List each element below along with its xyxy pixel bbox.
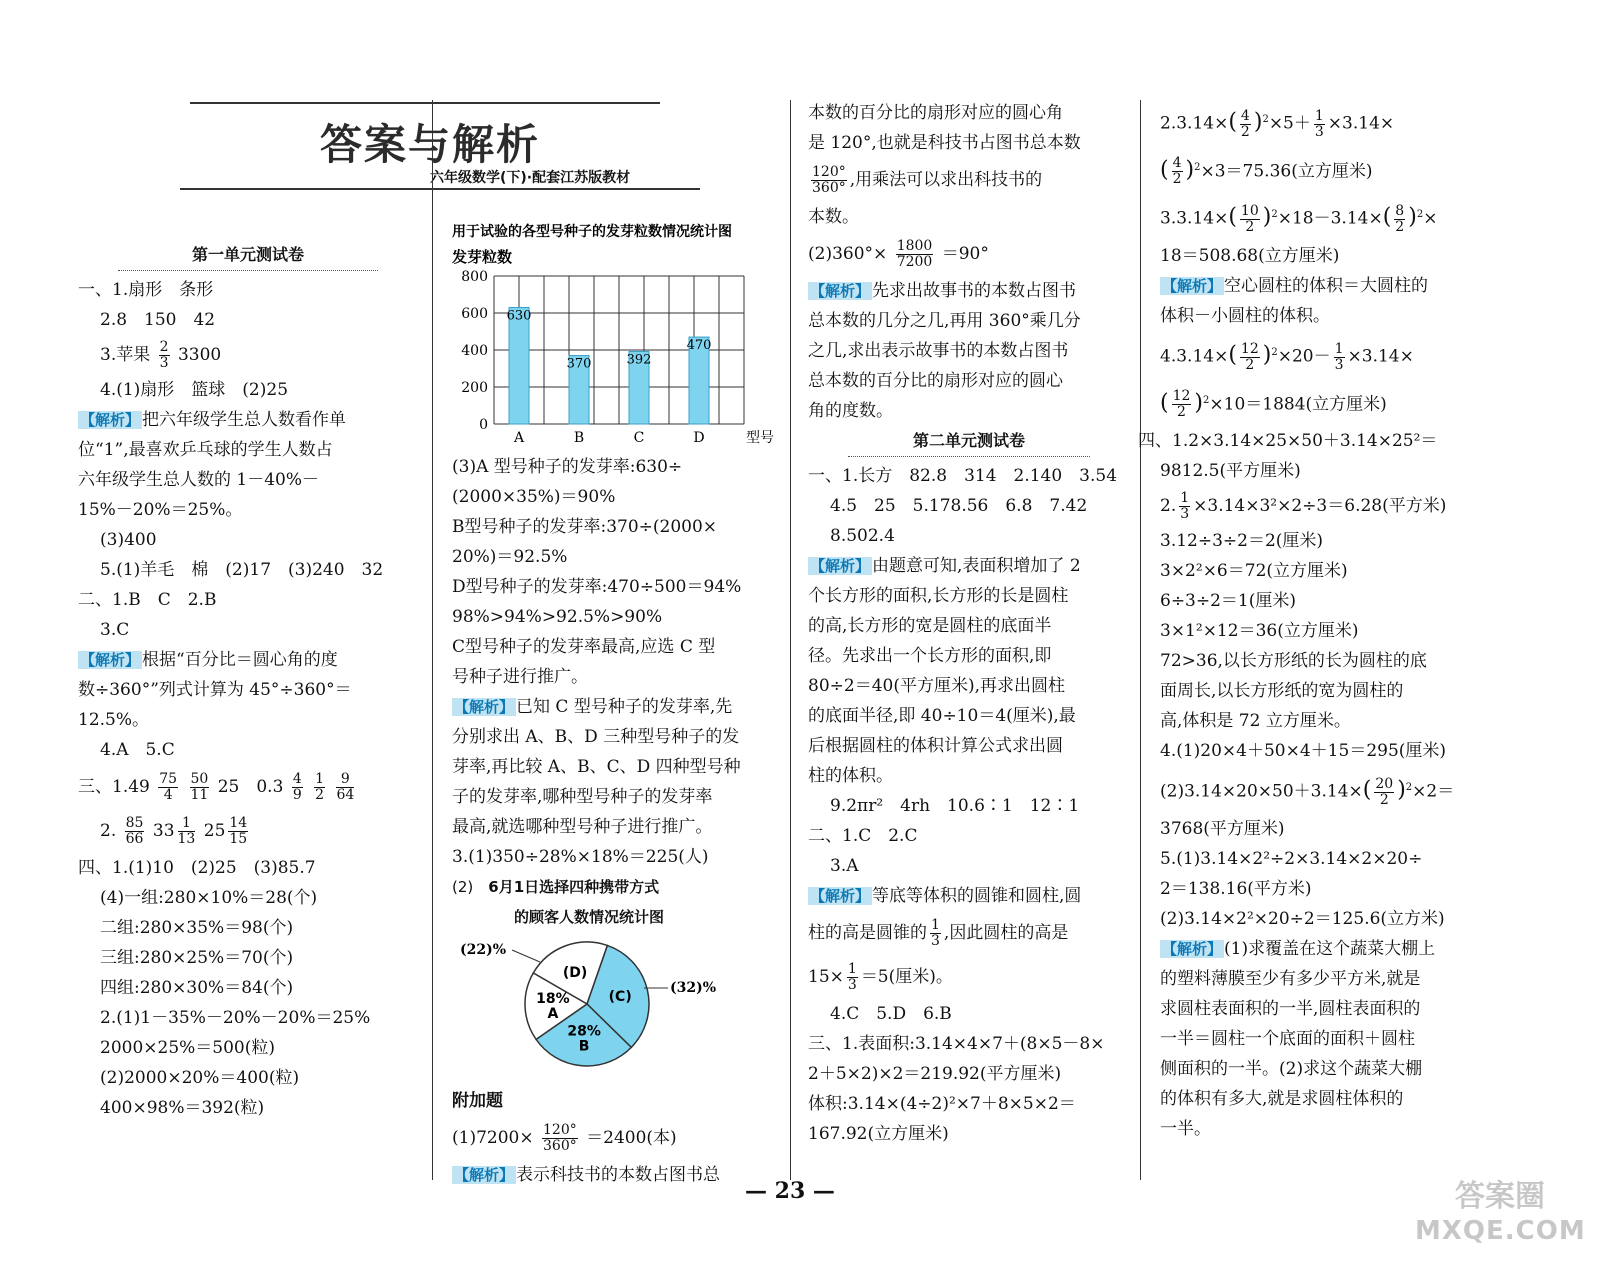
fraction: $\frac{4}{2}$ [1172,155,1182,188]
answer-line: 2＋5×2)×2＝219.92(平方厘米) [808,1064,1062,1084]
answer-line: 号种子进行推广。 [452,667,588,687]
page-title: 答案与解析 [320,120,541,169]
data-label: 630 [506,308,532,324]
explanation-line: 子的发芽率,哪种型号种子的发芽率 [452,787,713,807]
explanation-line: 位“1”,最喜欢乒乓球的学生人数占 [78,440,333,460]
pie-title-line: (2) 6月1日选择四种携带方式 [452,878,660,896]
answer-line: 2＝138.16(平方米) [1160,878,1312,899]
answer-line: 18＝508.68(立方厘米) [1160,245,1340,266]
answer-line [78,335,418,375]
explanation-line: 柱的高是圆锥的 $\frac{1}{3}$ ,因此圆柱的高是 [808,917,1069,949]
answer-line: D型号种子的发芽率:470÷500＝94% [452,577,742,597]
fraction: $\frac{12}{2}$ [1240,340,1259,373]
y-tick-label: 600 [461,306,488,322]
pie-label: B [578,1038,590,1055]
explanation-line: 个长方形的面积,长方形的长是圆柱 [808,586,1069,606]
analysis-tag: 【解析】 [1162,939,1223,958]
data-label: 470 [686,338,712,354]
x-tick-label: B [573,430,585,446]
data-label: 370 [566,356,592,372]
section-heading: 第一单元测试卷 [118,240,378,271]
answer-line: 二、1.C 2.C [808,826,918,846]
explanation-line: 芽率,再比较 A、B、C、D 四种型号种 [452,757,741,777]
explanation-line: 最高,就选哪种型号种子进行推广。 [452,817,713,837]
pie-label: 18% [536,990,570,1007]
fraction: $\frac{85}{66}$ [125,815,144,847]
answer-line: B型号种子的发芽率:370÷(2000× [452,517,718,537]
answer-line: 9812.5(平方厘米) [1160,461,1301,482]
analysis-tag: 【解析】 [1162,276,1223,295]
answer-line: 4.3.14×( $\frac{12}{2}$ )$^2$×20－ $\frac{1}{3}$ ×3.14× [1160,340,1414,373]
section-heading: 附加题 [452,1091,503,1111]
column-2 [452,222,777,1190]
answer-line: 15× $\frac{1}{3}$ ＝5(厘米)。 [808,961,953,993]
answer-line: 3.3.14×( $\frac{10}{2}$ )$^2$×18－3.14×( $\frac{8}{2}$ )$^2$× [1160,202,1438,235]
fraction: $\frac{120^\circ}{360^\circ}$ [543,1122,577,1154]
chart-title: 用于试验的各型号种子的发芽粒数情况统计图 [452,224,732,240]
explanation-line: 是 120°,也就是科技书占图书总本数 [808,133,1081,153]
watermark-logo: 答案圈 MXQE.COM [1415,1179,1586,1246]
section-heading: 第二单元测试卷 [848,426,1090,457]
fraction: $\frac{1}{2}$ [315,771,325,803]
answer-line: 3.(1)350÷28%×18%＝225(人) [452,847,709,867]
answer-line: 面周长,以长方形纸的宽为圆柱的 [1160,681,1404,702]
fraction: $\frac{8}{2}$ [1395,202,1405,235]
explanation-line: 12.5%。 [78,710,150,730]
answer-line: (2)3.14×20×50＋3.14×( $\frac{20}{2}$ )$^2$×2＝ [1160,775,1455,808]
explanation-line: 的底面半径,即 40÷10＝4(厘米),最 [808,706,1076,726]
answer-line: 4.A 5.C [100,740,175,760]
answer-line: 4.C 5.D 6.B [830,1004,952,1024]
explanation-line: 体积－小圆柱的体积。 [1160,305,1330,326]
analysis-tag: 【解析】 [80,411,141,429]
answer-line: (2000×35%)＝90% [452,487,616,507]
fraction: $\frac{20}{2}$ [1375,775,1394,808]
explanation-line: 【解析】 已知 C 型号种子的发芽率,先 [454,697,733,717]
analysis-tag: 【解析】 [454,698,515,716]
answer-line: 二、1.B C 2.B [78,590,217,610]
answer-line: 5.(1)羊毛 棉 (2)17 (3)240 32 [100,560,384,580]
answer-line: 四、1.(1)10 (2)25 (3)85.7 [78,858,316,878]
answer-line: 3.A [830,856,859,876]
answer-line: 一、1.长方 82.8 314 2.140 3.54 [808,466,1118,486]
answer-line: 8.502.4 [830,526,895,546]
answer-line: 167.92(立方厘米) [808,1124,949,1144]
fraction: $\frac{75}{4}$ [159,771,178,803]
answer-line: 四组:280×30%＝84(个) [100,978,294,998]
fraction: $\frac{1}{3}$ [847,961,857,993]
pie-outside-label: (32)% [670,980,717,996]
leader-line [512,950,540,962]
explanation-line: 数÷360°”列式计算为 45°÷360°＝ [78,680,352,700]
fraction: $\frac{14}{15}$ [229,815,248,847]
answer-line: (1)7200× $\frac{120^\circ}{360^\circ}$ ＝2400(本) [452,1122,677,1154]
fraction: $\frac{12}{2}$ [1172,388,1191,421]
column-1 [78,240,418,1123]
analysis-tag: 【解析】 [454,1166,515,1184]
explanation-line: 【解析】 根据“百分比＝圆心角的度 [80,650,338,670]
explanation-line: 本数。 [808,207,859,227]
explanation-line: 后根据圆柱的体积计算公式求出圆 [808,736,1063,756]
explanation-line: 【解析】 (1)求覆盖在这个蔬菜大棚上 [1162,938,1436,959]
answer-line: 4.(1)扇形 篮球 (2)25 [100,380,289,400]
answer-line: (2)3.14×2²×20÷2＝125.6(立方米) [1160,908,1445,929]
bar [509,307,529,424]
answer-line: 98%>94%>92.5%>90% [452,607,663,627]
answer-line: 2.3.14×( $\frac{4}{2}$ )$^2$×5＋ $\frac{1}{3}$ ×3.14× [1160,107,1395,140]
answer-line: ( $\frac{4}{2}$ )$^2$×3＝75.36(立方厘米) [1160,155,1373,188]
explanation-line: 总本数的几分之几,再用 360°乘几分 [808,311,1081,331]
x-tick-label: C [633,430,645,446]
pie-chart [452,932,777,1082]
fraction: $\frac{50}{11}$ [190,771,209,803]
column-4 [1138,98,1495,1144]
page-number: — 23 — [745,1178,835,1204]
explanation-line: 【解析】 空心圆柱的体积＝大圆柱的 [1162,275,1429,296]
explanation-line: 分别求出 A、B、D 三种型号种子的发 [452,727,740,747]
pie-label: A [547,1005,559,1022]
explanation-line: 侧面积的一半。(2)求这个蔬菜大棚 [1160,1058,1423,1079]
explanation-line: 【解析】 由题意可知,表面积增加了 2 [810,556,1081,576]
column-divider [790,100,791,1180]
fraction: $\frac{10}{2}$ [1240,202,1259,235]
explanation-line: 六年级学生总人数的 1－40%－ [78,470,320,490]
answer-line: 72>36,以长方形纸的长为圆柱的底 [1160,651,1427,672]
answer-text: 3300 [177,345,222,365]
analysis-tag: 【解析】 [810,282,871,300]
answer-line: 高,体积是 72 立方厘米。 [1160,711,1351,732]
fraction: $\frac{1}{3}$ [1314,107,1324,140]
answer-line: 2.(1)1－35%－20%－20%＝25% [100,1008,371,1028]
explanation-line: 【解析】 表示科技书的本数占图书总 [454,1165,721,1185]
answer-line: 400×98%＝392(粒) [100,1098,265,1118]
explanation-line: 的体积有多大,就是求圆柱体积的 [1160,1088,1404,1109]
column-divider [1140,100,1141,1180]
explanation-line: 【解析】 把六年级学生总人数看作单 [80,410,347,430]
pie-title-line: 的顾客人数情况统计图 [514,908,665,926]
answer-line: 20%)＝92.5% [452,547,568,567]
x-tick-label: A [513,430,525,446]
explanation-line: 的塑料薄膜至少有多少平方米,就是 [1160,968,1421,989]
answer-line: 体积:3.14×(4÷2)²×7＋8×5×2＝ [808,1094,1076,1114]
answer-line: 2. $\frac{1}{3}$ ×3.14×3²×2÷3＝6.28(平方米) [1160,490,1447,523]
explanation-line: 柱的体积。 [808,766,893,786]
explanation-line: $\frac{120^\circ}{360^\circ}$ ,用乘法可以求出科技书的 [812,164,1043,196]
explanation-line: 一半。 [1160,1118,1211,1139]
fraction: $\frac{1}{13}$ [177,815,196,847]
fraction: $\frac{4}{9}$ [292,771,302,803]
answer-line: 3×1²×12＝36(立方厘米) [1160,621,1359,642]
answer-line: 3.C [100,620,130,640]
answer-line: (2)360°× $\frac{1800}{7200}$ ＝90° [808,238,989,270]
y-tick-label: 200 [461,380,488,396]
answer-line: 二组:280×35%＝98(个) [100,918,294,938]
answer-text: 3.苹果 [100,345,151,365]
fraction: $\frac{4}{2}$ [1240,107,1250,140]
explanation-line: 一半＝圆柱一个底面的面积＋圆柱 [1160,1028,1415,1049]
answer-line: (3)400 [100,530,157,550]
pie-outside-label: (22)% [460,942,507,958]
x-tick-label: D [693,430,705,446]
answer-line: 一、1.扇形 条形 [78,280,214,300]
explanation-line: 本数的百分比的扇形对应的圆心角 [808,103,1063,123]
answer-line: 2000×25%＝500(粒) [100,1038,276,1058]
analysis-tag: 【解析】 [810,557,871,575]
fraction: $\frac{1800}{7200}$ [896,238,933,270]
data-label: 392 [626,352,652,368]
column-3 [808,98,1130,1149]
answer-line: 4.(1)20×4＋50×4＋15＝295(厘米) [1160,741,1447,762]
analysis-tag: 【解析】 [80,651,141,669]
answer-line: 2. $\frac{85}{66}$ 33 $\frac{1}{13}$ 25 $\frac{14}{15}$ [100,815,248,847]
page-subtitle: 六年级数学(下)·配套江苏版教材 [430,170,631,186]
fraction: $\frac{1}{3}$ [1334,340,1344,373]
answer-line: 5.(1)3.14×2²÷2×3.14×2×20÷ [1160,848,1423,869]
explanation-line: 之几,求出表示故事书的本数占图书 [808,341,1069,361]
fraction: $\frac{9}{64}$ [336,771,355,803]
answer-line: (3)A 型号种子的发芽率:630÷ [452,457,683,477]
answer-line: 三组:280×25%＝70(个) [100,948,294,968]
header-rule [190,102,660,104]
answer-line: 4.5 25 5.178.56 6.8 7.42 [830,496,1088,516]
answer-line: 2.8 150 42 [100,310,216,330]
answer-line: (4)一组:280×10%＝28(个) [100,888,318,908]
y-tick-label: 0 [479,417,488,433]
answer-line: 三、1.49 $\frac{75}{4}$ $\frac{50}{11}$ 25 0.3 $\frac{4}{9}$ $\frac{1}{2}$ $\frac{9}{64}$ [78,771,355,803]
column-divider [432,100,433,1180]
explanation-line: 求圆柱表面积的一半,圆柱表面积的 [1160,998,1421,1019]
fraction: $\frac{1}{3}$ [1180,490,1190,523]
bar-chart [452,222,777,452]
x-axis-label: 型号 [746,430,774,446]
answer-line: 三、1.表面积:3.14×4×7＋(8×5－8× [808,1034,1105,1054]
header-rule-bottom [180,188,700,190]
explanation-line: 角的度数。 [808,401,893,421]
fraction: $\frac{1}{3}$ [931,917,940,949]
y-tick-label: 400 [461,343,488,359]
answer-line: 3×2²×6＝72(立方厘米) [1160,561,1348,582]
answer-line: 3768(平方厘米) [1160,818,1285,839]
answer-line: 3.12÷3÷2＝2(厘米) [1160,531,1324,552]
answer-line: 四、1.2×3.14×25×50＋3.14×25²＝ [1138,431,1438,452]
explanation-line: 的高,长方形的宽是圆柱的底面半 [808,616,1052,636]
explanation-line: 80÷2＝40(平方厘米),再求出圆柱 [808,676,1065,696]
explanation-line: 15%－20%＝25%。 [78,500,243,520]
y-axis-label: 发芽粒数 [452,248,513,266]
answer-line: 6÷3÷2＝1(厘米) [1160,591,1297,612]
y-tick-label: 800 [461,269,488,285]
fraction: $\frac{2}{3}$ [159,339,169,371]
explanation-line: 【解析】 等底等体积的圆锥和圆柱,圆 [810,886,1082,906]
explanation-line: 径。先求出一个长方形的面积,即 [808,646,1052,666]
pie-label: (C) [608,989,632,1006]
answer-line: ( $\frac{12}{2}$ )$^2$×10＝1884(立方厘米) [1160,388,1387,421]
pie-label: (D) [562,965,588,982]
explanation-line: 总本数的百分比的扇形对应的圆心 [808,371,1063,391]
analysis-tag: 【解析】 [810,887,871,905]
explanation-line: 【解析】 先求出故事书的本数占图书 [810,281,1077,301]
fraction: $\frac{120^\circ}{360^\circ}$ [812,164,846,196]
answer-line: (2)2000×20%＝400(粒) [100,1068,300,1088]
answer-line: C型号种子的发芽率最高,应选 C 型 [452,637,716,657]
answer-line: 9.2πr² 4rh 10.6∶1 12∶1 [830,796,1080,816]
pie-label: 28% [567,1023,601,1040]
